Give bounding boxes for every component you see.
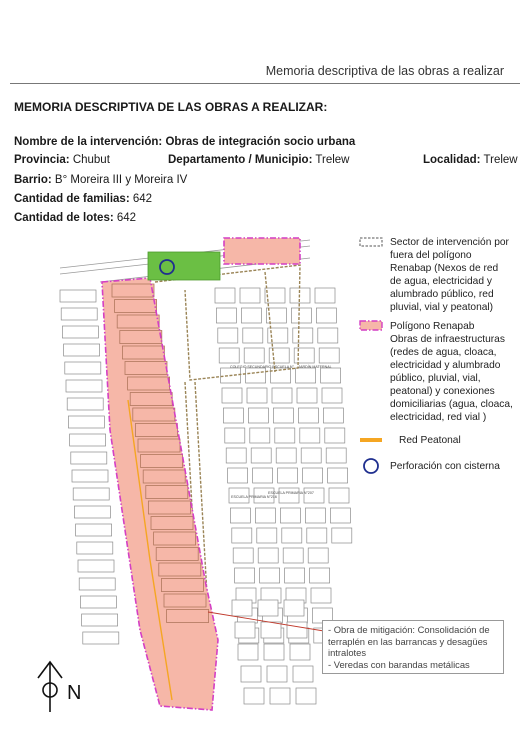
renabap-lot: [117, 315, 159, 328]
city-block: [332, 528, 352, 543]
city-block: [326, 448, 346, 463]
city-block: [61, 308, 97, 320]
city-block: [72, 470, 108, 482]
legend-poligono-desc: Obras de infraestructuras (redes de agua, cloaca, electricidad y alumbrado público, pluvial, vial, peatonal) y conexiones domiciliarias (agua, cloaca, electricidad, red vial ): [390, 334, 513, 423]
renabap-lot: [130, 393, 172, 406]
city-block: [248, 408, 268, 423]
city-block: [233, 548, 253, 563]
intervention-row: [14, 136, 355, 148]
city-block: [251, 448, 271, 463]
city-block: [298, 408, 318, 423]
renabap-lot: [164, 594, 206, 607]
city-block: [303, 468, 323, 483]
city-block: [316, 308, 336, 323]
city-block: [219, 348, 239, 363]
legend-sector-swatch: [360, 238, 382, 246]
familias-row: [14, 193, 152, 205]
legend-poligono-title: Polígono Renapab: [390, 321, 475, 332]
lotes-row: [14, 212, 136, 224]
city-block: [232, 528, 252, 543]
renabap-lot: [151, 517, 193, 530]
city-block: [290, 644, 310, 660]
renabap-lot: [120, 331, 162, 344]
city-block: [284, 600, 304, 616]
city-block: [223, 408, 243, 423]
city-block: [300, 428, 320, 443]
legend-poligono-swatch: [360, 321, 382, 330]
renabap-block-north: [224, 238, 300, 264]
city-block: [218, 328, 238, 343]
city-block: [264, 644, 284, 660]
city-block: [77, 542, 113, 554]
renabap-lot: [128, 377, 170, 390]
city-block: [315, 288, 335, 303]
city-block: [232, 600, 252, 616]
city-block: [282, 528, 302, 543]
city-block: [328, 468, 348, 483]
city-block: [250, 428, 270, 443]
city-block: [226, 448, 246, 463]
city-block: [319, 348, 339, 363]
city-block: [244, 348, 264, 363]
city-block: [291, 308, 311, 323]
city-block: [247, 388, 267, 403]
city-block: [225, 428, 245, 443]
city-block: [64, 344, 100, 356]
renabap-lot: [143, 470, 185, 483]
escuela-207-label: ESCUELA PRIMARIA N°207: [268, 491, 314, 495]
colegio-label: COLEGIO SECUNDARIO ESCUELA N°: [230, 365, 294, 369]
legend-sector-text: Sector de intervención por fuera del polígono Renabap (Nexos de red de agua, electricidad y alumbrado público, red pluvial, vial y peatonal): [390, 237, 509, 313]
city-block: [273, 408, 293, 423]
city-block: [60, 290, 96, 302]
city-block: [222, 388, 242, 403]
city-block: [260, 568, 280, 583]
localidad-label: Localidad:: [423, 154, 481, 166]
city-block: [253, 468, 273, 483]
city-block: [215, 288, 235, 303]
city-block: [272, 388, 292, 403]
city-block: [71, 452, 107, 464]
city-block: [318, 328, 338, 343]
city-block: [255, 508, 275, 523]
city-block: [275, 428, 295, 443]
city-block: [62, 326, 98, 338]
renabap-lot: [133, 408, 175, 421]
jardin-label: JARDÍN MATERNAL: [298, 365, 332, 369]
renabap-lot: [112, 284, 154, 297]
renabap-lot: [159, 563, 201, 576]
city-block: [66, 380, 102, 392]
city-block: [297, 388, 317, 403]
city-block: [82, 614, 118, 626]
city-block: [68, 416, 104, 428]
city-block: [240, 288, 260, 303]
provincia-value: Chubut: [72, 154, 110, 166]
lotes-label: Cantidad de lotes:: [14, 212, 114, 224]
city-block: [294, 348, 314, 363]
familias-value: 642: [132, 193, 153, 205]
city-block: [74, 506, 110, 518]
city-block: [322, 388, 342, 403]
city-block: [83, 632, 119, 644]
escuela-216-label: ESCUELA PRIMARIA N°216: [231, 495, 277, 499]
city-block: [278, 468, 298, 483]
renabap-lot: [154, 532, 196, 545]
legend-perforacion-text: Perforación con cisterna: [390, 461, 500, 472]
provincia-label: Provincia:: [14, 154, 70, 166]
city-block: [261, 622, 281, 638]
city-block: [70, 434, 106, 446]
mitigation-callout: - Obra de mitigación: Consolidación de terraplén en las barrancas y desagües intralotes - Veredas con barandas metálicas: [322, 620, 504, 674]
barrio-label: Barrio:: [14, 174, 52, 186]
renabap-lot: [161, 579, 203, 592]
renabap-lot: [167, 610, 209, 623]
renabap-lot: [122, 346, 164, 359]
section-title: MEMORIA DESCRIPTIVA DE LAS OBRAS A REALIZAR:: [14, 100, 328, 114]
city-block: [76, 524, 112, 536]
city-block: [246, 368, 266, 383]
renabap-lot: [148, 501, 190, 514]
familias-label: Cantidad de familias:: [14, 193, 130, 205]
localidad-value: Trelew: [483, 154, 518, 166]
legend-peatonal-swatch: [360, 438, 382, 442]
departamento-value: Trelew: [315, 154, 350, 166]
north-label: N: [67, 682, 82, 704]
city-block: [258, 600, 278, 616]
city-block: [293, 328, 313, 343]
city-block: [65, 362, 101, 374]
lotes-value: 642: [116, 212, 137, 224]
city-block: [244, 688, 264, 704]
renabap-lot: [125, 362, 167, 375]
departamento-label: Departamento / Municipio:: [168, 154, 313, 166]
header-divider: [10, 83, 520, 84]
city-block: [285, 568, 305, 583]
city-block: [296, 688, 316, 704]
header-title: Memoria descriptiva de las obras a realizar: [265, 64, 504, 78]
city-block: [296, 368, 316, 383]
city-block: [230, 508, 250, 523]
barrio-value: B° Moreira III y Moreira IV: [54, 174, 188, 186]
city-block: [243, 328, 263, 343]
city-block: [308, 548, 328, 563]
city-block: [311, 588, 331, 603]
legend-peatonal-text: Red Peatonal: [399, 435, 461, 446]
legend-perforacion-swatch: [364, 459, 378, 473]
city-block: [301, 448, 321, 463]
city-block: [257, 528, 277, 543]
intervention-value: Obras de integración socio urbana: [165, 136, 356, 148]
city-block: [293, 666, 313, 682]
city-block: [258, 548, 278, 563]
city-block: [78, 560, 114, 572]
city-block: [321, 368, 341, 383]
renabap-lot: [156, 548, 198, 561]
city-block: [270, 688, 290, 704]
renabap-lot: [146, 486, 188, 499]
city-block: [267, 666, 287, 682]
intervention-label: Nombre de la intervención:: [14, 136, 163, 148]
city-block: [323, 408, 343, 423]
city-block: [307, 528, 327, 543]
city-block: [241, 666, 261, 682]
city-block: [325, 428, 345, 443]
renabap-lot: [138, 439, 180, 452]
north-arrow-icon: [38, 662, 62, 712]
city-block: [280, 508, 300, 523]
city-block: [235, 622, 255, 638]
renabap-lot: [141, 455, 183, 468]
city-block: [305, 508, 325, 523]
city-block: [228, 468, 248, 483]
city-block: [329, 488, 349, 503]
city-block: [276, 448, 296, 463]
green-area: [148, 252, 220, 280]
city-block: [73, 488, 109, 500]
city-block: [80, 596, 116, 608]
barrio-row: [14, 174, 187, 186]
city-block: [287, 622, 307, 638]
renabap-lot: [135, 424, 177, 437]
city-block: [241, 308, 261, 323]
city-block: [79, 578, 115, 590]
city-block: [310, 568, 330, 583]
city-block: [330, 508, 350, 523]
city-block: [235, 568, 255, 583]
city-block: [238, 644, 258, 660]
city-block: [216, 308, 236, 323]
renabap-lot: [115, 300, 157, 313]
city-block: [67, 398, 103, 410]
city-block: [283, 548, 303, 563]
